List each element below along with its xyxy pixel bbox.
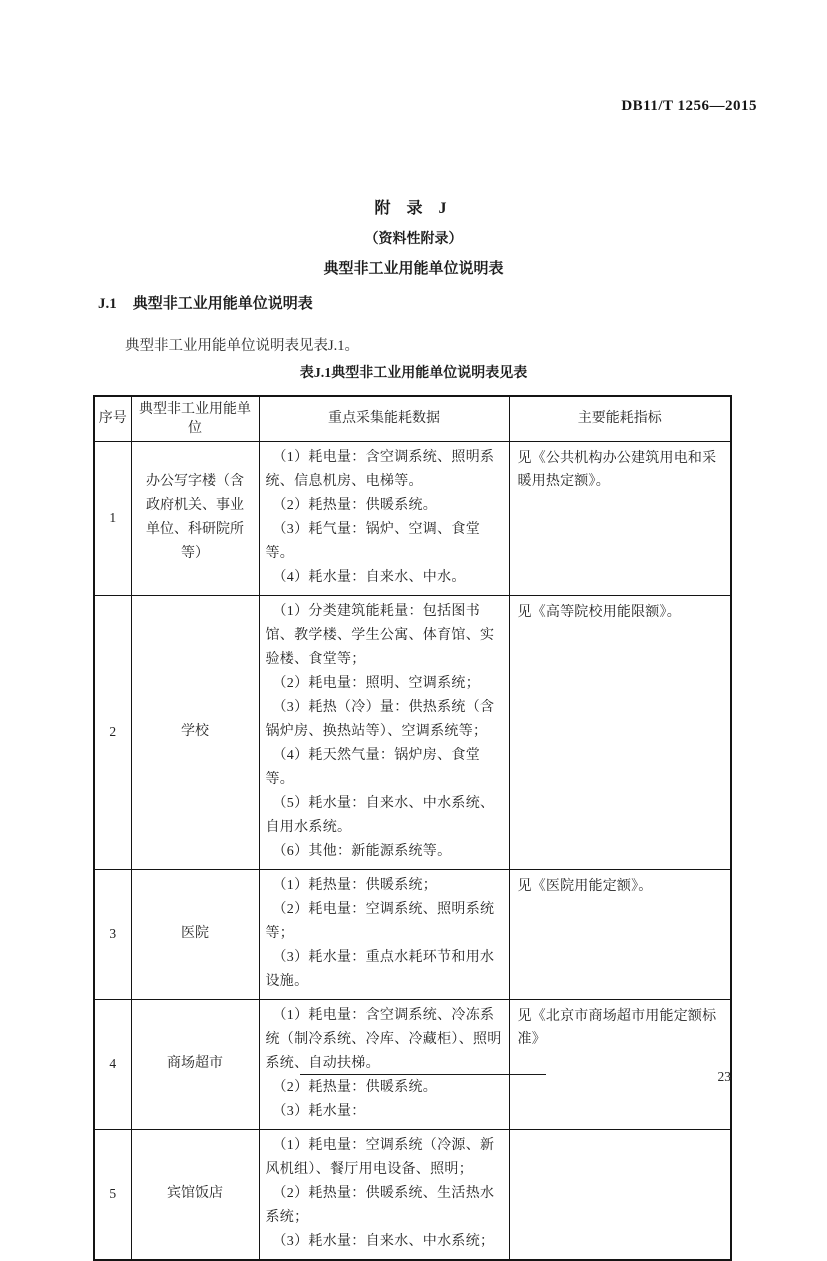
data-item-line: （3）耗水量： [272, 1103, 366, 1119]
row-data-items [259, 595, 509, 869]
row-unit-name: 办公写字楼（含政府机关、事业单位、科研院所等） [131, 441, 259, 595]
row-serial-number: 1 [94, 441, 131, 595]
table-header-row [94, 396, 731, 441]
data-item-line: （4）耗天然气量：锅炉房、食堂等。 [265, 747, 480, 787]
data-item-line: （4）耗水量：自来水、中水。 [272, 569, 466, 585]
table-row [94, 595, 731, 869]
appendix-table [93, 395, 732, 1261]
data-item-line: （6）其他：新能源系统等。 [272, 843, 452, 859]
header-energy-indicator: 主要能耗指标 [509, 396, 731, 441]
row-indicator: 见《公共机构办公建筑用电和采暖用热定额》。 [509, 441, 731, 595]
row-data-items [259, 869, 509, 999]
row-unit-name: 学校 [131, 595, 259, 869]
data-item-line: （1）分类建筑能耗量：包括图书馆、教学楼、学生公寓、体育馆、实验楼、食堂等； [265, 603, 495, 667]
row-indicator: 见《高等院校用能限额》。 [509, 595, 731, 869]
row-indicator: 见《北京市商场超市用能定额标准》 [509, 999, 731, 1129]
data-item-line: （3）耗水量：自来水、中水系统； [272, 1233, 495, 1249]
data-item-line: （2）耗电量：空调系统、照明系统等； [265, 901, 495, 941]
doc-number: DB11/T 1256—2015 [621, 98, 757, 114]
table-row [94, 1129, 731, 1260]
body-paragraph: 典型非工业用能单位说明表见表J.1。 [125, 338, 360, 354]
appendix-subtitle: （资料性附录） [364, 232, 463, 247]
row-serial-number: 2 [94, 595, 131, 869]
section-heading [98, 292, 313, 313]
row-serial-number: 4 [94, 999, 131, 1129]
data-item-line: （3）耗热（冷）量：供热系统（含锅炉房、换热站等）、空调系统等； [265, 699, 495, 739]
table-row [94, 441, 731, 595]
data-item-line: （2）耗电量：照明、空调系统； [272, 675, 480, 691]
data-item-line: （2）耗热量：供暖系统。 [272, 1079, 438, 1095]
row-indicator: 见《医院用能定额》。 [509, 869, 731, 999]
row-data-items [259, 441, 509, 595]
section-number: J.1 [98, 296, 117, 312]
data-item-line: （2）耗热量：供暖系统、生活热水系统； [265, 1185, 495, 1225]
data-item-line: （1）耗热量：供暖系统； [272, 877, 438, 893]
footer-rule [300, 1074, 546, 1075]
row-unit-name: 商场超市 [131, 999, 259, 1129]
section-heading-text: 典型非工业用能单位说明表 [132, 296, 313, 312]
appendix-header [0, 195, 827, 278]
table-caption: 表J.1典型非工业用能单位说明表见表 [299, 366, 528, 381]
table-row [94, 999, 731, 1129]
row-indicator [509, 1129, 731, 1260]
table-row [94, 869, 731, 999]
data-item-line: （1）耗电量：空调系统（冷源、新风机组）、餐厅用电设备、照明； [265, 1137, 495, 1177]
row-data-items [259, 999, 509, 1129]
header-serial-number: 序号 [94, 396, 131, 441]
appendix-table-title: 典型非工业用能单位说明表 [323, 261, 504, 277]
row-serial-number: 5 [94, 1129, 131, 1260]
header-unit-type: 典型非工业用能单位 [131, 396, 259, 441]
row-data-items [259, 1129, 509, 1260]
data-item-line: （5）耗水量：自来水、中水系统、自用水系统。 [265, 795, 495, 835]
data-item-line: （1）耗电量：含空调系统、冷冻系统（制冷系统、冷库、冷藏柜）、照明系统、自动扶梯。 [265, 1007, 502, 1071]
appendix-title: 附 录 J [374, 200, 453, 217]
row-unit-name: 医院 [131, 869, 259, 999]
data-item-line: （1）耗电量：含空调系统、照明系统、信息机房、电梯等。 [265, 449, 495, 489]
row-unit-name: 宾馆饭店 [131, 1129, 259, 1260]
page-number: 23 [717, 1069, 731, 1084]
row-serial-number: 3 [94, 869, 131, 999]
data-item-line: （2）耗热量：供暖系统。 [272, 497, 438, 513]
data-item-line: （3）耗气量：锅炉、空调、食堂等。 [265, 521, 480, 561]
header-collected-data: 重点采集能耗数据 [259, 396, 509, 441]
data-item-line: （3）耗水量：重点水耗环节和用水设施。 [265, 949, 495, 989]
table-body [94, 441, 731, 1260]
